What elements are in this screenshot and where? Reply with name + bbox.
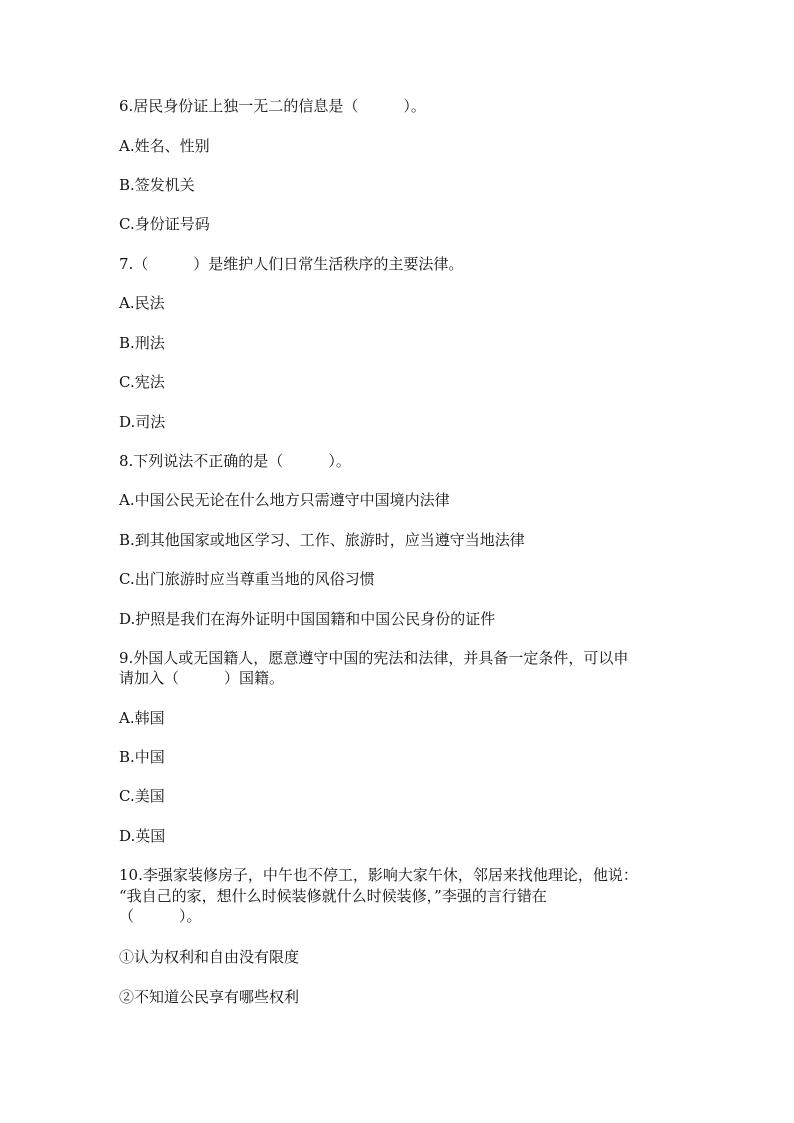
question-6-option-a: A.姓名、性别	[119, 137, 210, 155]
question-8-option-a: A.中国公民无论在什么地方只需遵守中国境内法律	[119, 491, 450, 509]
question-8-option-c: C.出门旅游时应当尊重当地的风俗习惯	[119, 570, 375, 588]
question-8-option-b: B.到其他国家或地区学习、工作、旅游时，应当遵守当地法律	[119, 531, 525, 549]
question-10-stem-line-3: （ ）。	[119, 907, 202, 925]
question-10-stem-line-2: “我自己的家，想什么时候装修就什么时候装修，”李强的言行错在	[119, 887, 547, 905]
question-9-stem-line-1: 9.外国人或无国籍人，愿意遵守中国的宪法和法律，并具备一定条件，可以申	[119, 649, 629, 667]
question-7-option-a: A.民法	[119, 294, 165, 312]
question-6-option-c: C.身份证号码	[119, 215, 210, 233]
question-9-option-b: B.中国	[119, 748, 165, 766]
question-7-option-d: D.司法	[119, 413, 166, 431]
question-9-option-d: D.英国	[119, 827, 166, 845]
question-8-option-d: D.护照是我们在海外证明中国国籍和中国公民身份的证件	[119, 610, 496, 628]
question-9-option-a: A.韩国	[119, 709, 165, 727]
question-10-option-1: ①认为权利和自由没有限度	[119, 948, 300, 966]
question-7-option-c: C.宪法	[119, 373, 165, 391]
question-9-option-c: C.美国	[119, 787, 165, 805]
question-9-stem-line-2: 请加入（ ）国籍。	[119, 669, 285, 687]
question-7-option-b: B.刑法	[119, 334, 165, 352]
question-10-stem-line-1: 10.李强家装修房子，中午也不停工，影响大家午休，邻居来找他理论，他说：	[119, 866, 638, 884]
question-6-stem: 6.居民身份证上独一无二的信息是（ ）。	[119, 97, 426, 115]
question-8-stem: 8.下列说法不正确的是（ ）。	[119, 452, 351, 470]
question-10-option-2: ②不知道公民享有哪些权利	[119, 988, 300, 1006]
question-7-stem: 7.（ ）是维护人们日常生活秩序的主要法律。	[119, 255, 464, 273]
question-6-option-b: B.签发机关	[119, 176, 195, 194]
